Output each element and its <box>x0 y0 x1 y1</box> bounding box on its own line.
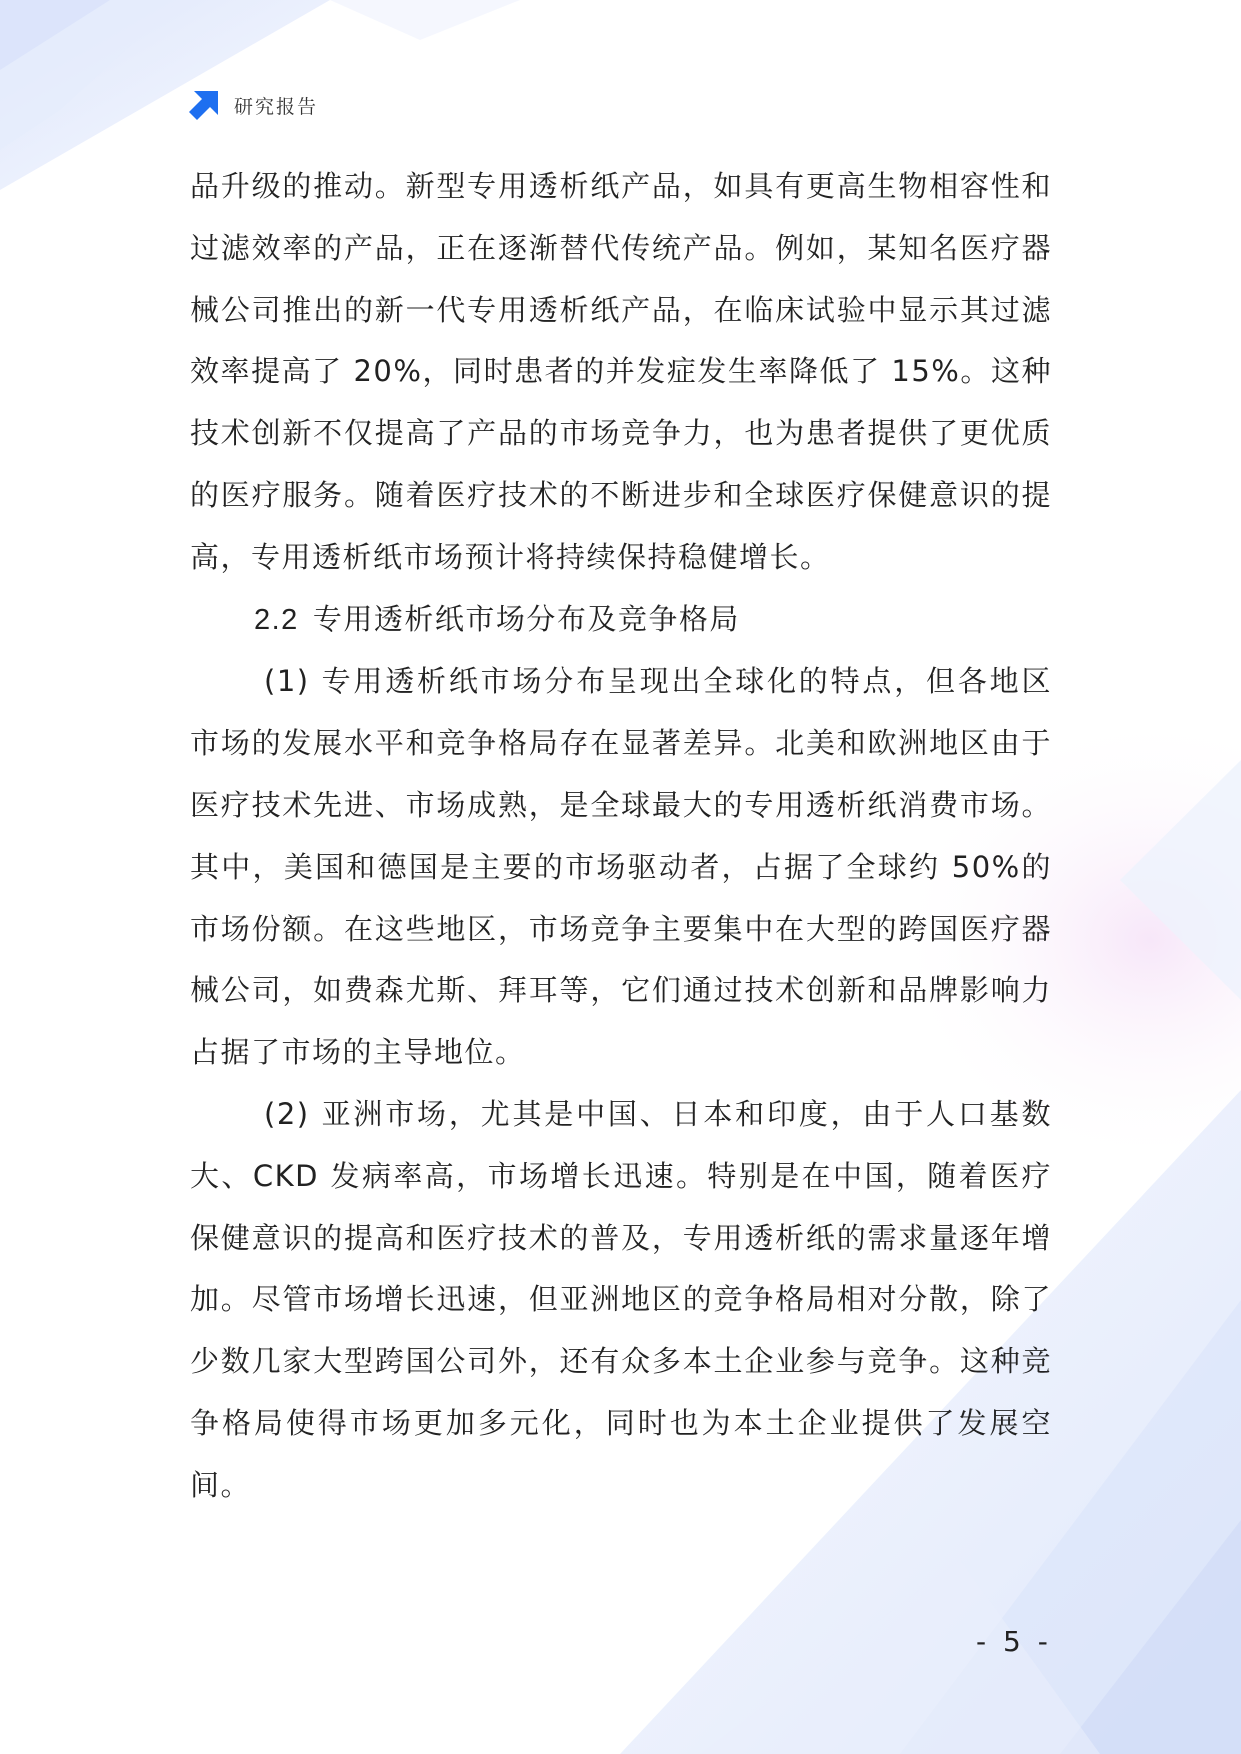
arrow-logo-icon <box>188 89 220 121</box>
report-header <box>188 88 318 122</box>
paragraph-1: (1) 专用透析纸市场分布呈现出全球化的特点，但各地区市场的发展水平和竞争格局存在显著差异。北美和欧洲地区由于医疗技术先进、市场成熟，是全球最大的专用透析纸消费市场。其中，美国和德国是主要的市场驱动者，占据了全球约 50%的市场份额。在这些地区，市场竞争主要集中在大型的跨国医疗器械公司，如费森尤斯、拜耳等，它们通过技术创新和品牌影响力占据了市场的主导地位。 <box>190 664 1052 1070</box>
page-number: - 5 - <box>976 1625 1052 1658</box>
section-heading <box>190 589 1052 652</box>
paragraph-continued: 品升级的推动。新型专用透析纸产品，如具有更高生物相容性和过滤效率的产品，正在逐渐替代传统产品。例如，某知名医疗器械公司推出的新一代专用透析纸产品，在临床试验中显示其过滤效率提高了 20%，同时患者的并发症发生率降低了 15%。这种技术创新不仅提高了产品的市场竞争力，也为患者提供了更优质的医疗服务。随着医疗技术的不断进步和全球医疗保健意识的提高，专用透析纸市场预计将持续保持稳健增长。 <box>190 169 1052 574</box>
page-content <box>190 156 1052 1517</box>
section-title: 专用透析纸市场分布及竞争格局 <box>312 601 740 636</box>
header-title: 研究报告 <box>234 95 319 118</box>
section-number: 2.2 <box>254 603 299 636</box>
paragraph-2: (2) 亚洲市场，尤其是中国、日本和印度，由于人口基数大、CKD 发病率高，市场增长迅速。特别是在中国，随着医疗保健意识的提高和医疗技术的普及，专用透析纸的需求量逐年增加。尽管市场增长迅速，但亚洲地区的竞争格局相对分散，除了少数几家大型跨国公司外，还有众多本土企业参与竞争。这种竞争格局使得市场更加多元化，同时也为本土企业提供了发展空间。 <box>190 1096 1052 1502</box>
